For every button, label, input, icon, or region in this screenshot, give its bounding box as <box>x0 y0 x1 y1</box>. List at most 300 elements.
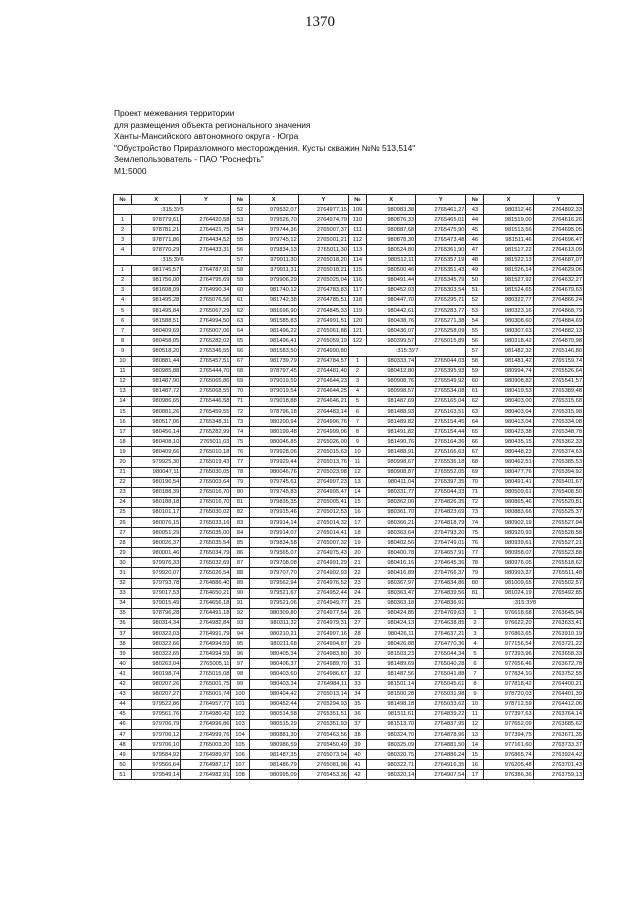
y-coordinate-cell: 2765444,70 <box>181 366 231 376</box>
table-row <box>114 255 584 265</box>
point-number-cell: 36 <box>348 709 366 719</box>
y-coordinate-cell: 2765018,21 <box>298 265 348 275</box>
x-coordinate-cell: 980435,15 <box>484 437 533 447</box>
x-coordinate-cell: 980424,13 <box>367 618 416 628</box>
y-coordinate-cell: 2764907,54 <box>416 770 466 780</box>
y-coordinate-cell: 2765001,75 <box>181 679 231 689</box>
point-number-cell: 83 <box>231 518 249 528</box>
point-number-cell: 8 <box>114 336 132 346</box>
x-coordinate-cell: 976386,36 <box>484 770 533 780</box>
x-coordinate-cell: 981696,90 <box>249 306 298 316</box>
point-number-cell: 4 <box>348 386 366 396</box>
point-number-cell: 91 <box>231 598 249 608</box>
y-coordinate-cell: 2764412,06 <box>533 699 583 709</box>
y-coordinate-cell: 2764766,37 <box>416 568 466 578</box>
y-coordinate-cell: 2764991,51 <box>298 316 348 326</box>
x-coordinate-cell: 980995,09 <box>249 770 298 780</box>
x-coordinate-cell: 977394,75 <box>484 729 533 739</box>
y-coordinate-cell: 2764433,31 <box>181 245 231 255</box>
table-row <box>114 396 584 406</box>
y-coordinate-cell: 2765348,78 <box>533 427 583 437</box>
point-number-cell: 44 <box>114 699 132 709</box>
x-coordinate-cell: 981745,57 <box>132 265 181 275</box>
y-coordinate-cell: 2765525,37 <box>533 507 583 517</box>
y-coordinate-cell: 2764656,18 <box>181 598 231 608</box>
point-number-cell: 101 <box>231 699 249 709</box>
x-coordinate-cell: 980324,70 <box>367 729 416 739</box>
header-line-6: М1:5000 <box>114 165 147 176</box>
x-coordinate-cell: 980994,74 <box>484 366 533 376</box>
x-coordinate-cell: 979584,92 <box>132 750 181 760</box>
x-coordinate-cell: 979793,78 <box>132 578 181 588</box>
x-coordinate-cell: 979706,79 <box>132 719 181 729</box>
x-coordinate-cell: 980408,10 <box>132 437 181 447</box>
point-number-cell: 5 <box>114 306 132 316</box>
point-number-cell: 38 <box>114 639 132 649</box>
point-number-cell: 39 <box>114 649 132 659</box>
table-row <box>114 467 584 477</box>
x-coordinate-cell: 980411,04 <box>367 477 416 487</box>
x-coordinate-cell: 981742,38 <box>249 295 298 305</box>
x-coordinate-cell: 980320,75 <box>367 750 416 760</box>
point-number-cell: 12 <box>466 719 484 729</box>
y-coordinate-cell: 2765374,63 <box>533 447 583 457</box>
point-number-cell: 100 <box>231 689 249 699</box>
point-number-cell: 61 <box>231 295 249 305</box>
point-number-cell: 9 <box>114 346 132 356</box>
x-coordinate-cell: 980986,59 <box>249 740 298 750</box>
x-coordinate-cell: 979835,35 <box>249 497 298 507</box>
point-number-cell: 27 <box>114 528 132 538</box>
y-coordinate-cell: 2765076,56 <box>181 295 231 305</box>
point-number-cell: 4 <box>466 639 484 649</box>
table-row <box>114 497 584 507</box>
y-coordinate-cell: 2764974,79 <box>298 215 348 225</box>
document-header <box>114 108 534 178</box>
x-coordinate-cell: 980207,27 <box>132 689 181 699</box>
y-coordinate-cell: 2765282,02 <box>181 336 231 346</box>
y-coordinate-cell: 2765351,43 <box>416 265 466 275</box>
y-coordinate-cell: 2765068,55 <box>181 386 231 396</box>
y-coordinate-cell: 2764994,59 <box>181 639 231 649</box>
point-number-cell: 86 <box>231 548 249 558</box>
table-row <box>114 618 584 628</box>
point-number-cell: 50 <box>466 275 484 285</box>
point-number-cell: 38 <box>348 729 366 739</box>
point-number-cell: 105 <box>231 740 249 750</box>
point-number-cell: 106 <box>231 750 249 760</box>
x-coordinate-cell: 979925,30 <box>132 457 181 467</box>
x-coordinate-cell: 979834,58 <box>249 538 298 548</box>
y-coordinate-cell: 2765511,48 <box>533 568 583 578</box>
y-coordinate-cell: 2765520,81 <box>533 497 583 507</box>
x-coordinate-cell: 980416,16 <box>367 558 416 568</box>
x-coordinate-cell: 980322,66 <box>132 639 181 649</box>
y-coordinate-cell: 2764646,21 <box>298 396 348 406</box>
y-coordinate-cell: 2765457,51 <box>181 356 231 366</box>
x-coordinate-cell: 980986,65 <box>132 396 181 406</box>
x-coordinate-cell: 980458,05 <box>132 336 181 346</box>
y-coordinate-cell: 2764868,79 <box>533 306 583 316</box>
point-number-cell: 46 <box>114 719 132 729</box>
x-coordinate-cell: 980263,04 <box>132 659 181 669</box>
point-number-cell: 13 <box>348 477 366 487</box>
y-coordinate-cell: 2765033,62 <box>416 699 466 709</box>
y-coordinate-cell: 2764994,59 <box>181 649 231 659</box>
y-coordinate-cell: 2764770,36 <box>416 639 466 649</box>
y-coordinate-cell: 2764616,26 <box>533 215 583 225</box>
y-coordinate-cell: 2764836,91 <box>416 598 466 608</box>
y-coordinate-cell: 2764989,97 <box>181 750 231 760</box>
x-coordinate-cell: 980998,57 <box>367 386 416 396</box>
x-coordinate-cell: 980406,37 <box>249 659 298 669</box>
point-number-cell: 25 <box>348 598 366 608</box>
point-number-cell: 52 <box>231 205 249 215</box>
x-coordinate-cell: 981481,42 <box>484 356 533 366</box>
x-coordinate-cell: 977156,54 <box>484 639 533 649</box>
y-coordinate-cell: 2765346,55 <box>181 346 231 356</box>
x-coordinate-cell: 978770,29 <box>132 245 181 255</box>
point-number-cell: 44 <box>466 215 484 225</box>
y-coordinate-cell: 2765395,93 <box>416 366 466 376</box>
point-number-cell: 9 <box>466 689 484 699</box>
point-number-cell: 12 <box>348 467 366 477</box>
point-number-cell: 35 <box>114 608 132 618</box>
x-coordinate-cell: 980419,53 <box>484 386 533 396</box>
y-coordinate-cell: 2763671,35 <box>533 729 583 739</box>
y-coordinate-cell: 2765041,88 <box>416 669 466 679</box>
x-coordinate-cell: 980998,67 <box>367 457 416 467</box>
y-coordinate-cell: 2765459,55 <box>181 406 231 416</box>
y-coordinate-cell: 2764878,96 <box>416 729 466 739</box>
x-coordinate-cell: 980051,29 <box>132 528 181 538</box>
y-coordinate-cell: 2764637,21 <box>416 629 466 639</box>
point-number-cell: 55 <box>231 235 249 245</box>
point-number-cell: 1 <box>114 265 132 275</box>
y-coordinate-cell: 2765518,62 <box>533 558 583 568</box>
x-coordinate-cell: 981522,13 <box>484 255 533 265</box>
point-number-cell: 2 <box>466 618 484 628</box>
x-coordinate-cell: 979019,54 <box>249 386 298 396</box>
x-coordinate-cell: 980403,00 <box>484 396 533 406</box>
point-number-cell: 54 <box>231 225 249 235</box>
x-coordinate-cell: 979834,13 <box>249 245 298 255</box>
y-coordinate-cell: 2765408,50 <box>533 487 583 497</box>
table-row <box>114 447 584 457</box>
table-row <box>114 538 584 548</box>
point-number-cell: 50 <box>114 760 132 770</box>
x-coordinate-cell: 981511,61 <box>367 709 416 719</box>
y-coordinate-cell: 2764629,06 <box>533 265 583 275</box>
table-row <box>114 225 584 235</box>
y-coordinate-cell: 2764613,09 <box>533 245 583 255</box>
point-number-cell: 65 <box>466 427 484 437</box>
y-coordinate-cell: 2765035,54 <box>181 538 231 548</box>
y-coordinate-cell: 2764837,95 <box>416 719 466 729</box>
point-number-cell: 30 <box>114 558 132 568</box>
y-coordinate-cell: 2765492,85 <box>533 588 583 598</box>
point-number-cell: 63 <box>231 316 249 326</box>
point-number-cell: 21 <box>114 467 132 477</box>
point-number-cell: 70 <box>466 477 484 487</box>
x-coordinate-cell: 980318,42 <box>484 336 533 346</box>
table-row <box>114 528 584 538</box>
point-number-cell: 26 <box>348 608 366 618</box>
header-cell-x: X <box>484 195 533 205</box>
y-coordinate-cell: 2765018,20 <box>298 255 348 265</box>
x-coordinate-cell: 980362,00 <box>367 497 416 507</box>
table-row <box>114 366 584 376</box>
y-coordinate-cell: 2764839,22 <box>416 709 466 719</box>
y-coordinate-cell: 2764992,93 <box>298 568 348 578</box>
point-number-cell: 23 <box>348 578 366 588</box>
x-coordinate-cell: 980322,77 <box>484 295 533 305</box>
y-coordinate-cell: 2764982,91 <box>181 770 231 780</box>
point-number-cell: 116 <box>348 275 366 285</box>
y-coordinate-cell: 2764982,84 <box>181 618 231 628</box>
point-number-cell: 109 <box>348 205 366 215</box>
x-coordinate-cell: 980426,11 <box>367 629 416 639</box>
x-coordinate-cell: 981488,91 <box>367 447 416 457</box>
x-coordinate-cell: 980908,82 <box>484 376 533 386</box>
y-coordinate-cell: 2765003,64 <box>181 477 231 487</box>
point-number-cell: 14 <box>114 396 132 406</box>
point-number-cell: 25 <box>114 507 132 517</box>
x-coordinate-cell: 980188,39 <box>132 487 181 497</box>
point-number-cell: 76 <box>466 538 484 548</box>
y-coordinate-cell: 2765315,98 <box>533 406 583 416</box>
y-coordinate-cell: 2765067,29 <box>181 306 231 316</box>
y-coordinate-cell: 2764434,52 <box>181 235 231 245</box>
x-coordinate-cell: 980200,94 <box>249 417 298 427</box>
point-number-cell: 96 <box>231 649 249 659</box>
x-coordinate-cell: 979914,07 <box>249 528 298 538</box>
y-coordinate-cell: 2764696,47 <box>533 235 583 245</box>
point-number-cell: 62 <box>466 396 484 406</box>
y-coordinate-cell: 2765015,63 <box>298 447 348 457</box>
y-coordinate-cell: 2763701,43 <box>533 760 583 770</box>
y-coordinate-cell: 2765361,90 <box>416 245 466 255</box>
x-coordinate-cell: 979526,70 <box>249 215 298 225</box>
x-coordinate-cell: 980448,23 <box>484 447 533 457</box>
x-coordinate-cell: 979522,86 <box>132 699 181 709</box>
x-coordinate-cell: 980426,88 <box>367 639 416 649</box>
x-coordinate-cell: 981490,76 <box>367 437 416 447</box>
point-number-cell: 6 <box>114 316 132 326</box>
y-coordinate-cell: 2765154,44 <box>416 427 466 437</box>
y-coordinate-cell: 2765014,41 <box>298 528 348 538</box>
y-coordinate-cell: 2764886,24 <box>416 750 466 760</box>
y-coordinate-cell: 2764749,01 <box>416 538 466 548</box>
point-number-cell: 60 <box>231 285 249 295</box>
point-number-cell: 18 <box>348 528 366 538</box>
header-line-5: Землепользователь - ПАО "Роснефть" <box>114 154 264 165</box>
point-number-cell: 72 <box>466 497 484 507</box>
point-number-cell: 2 <box>348 366 366 376</box>
point-number-cell: 117 <box>348 285 366 295</box>
y-coordinate-cell: 2765389,48 <box>533 386 583 396</box>
point-number-cell: 49 <box>466 265 484 275</box>
point-number-cell: 11 <box>466 709 484 719</box>
point-number-cell: 4 <box>114 295 132 305</box>
y-coordinate-cell: 2765461,27 <box>416 205 466 215</box>
x-coordinate-cell: 979018,88 <box>249 396 298 406</box>
x-coordinate-cell: 980509,61 <box>484 487 533 497</box>
y-coordinate-cell: 2765315,68 <box>533 396 583 406</box>
y-coordinate-cell: 2765045,61 <box>416 679 466 689</box>
x-coordinate-cell: 980452,44 <box>249 699 298 709</box>
table-row <box>114 306 584 316</box>
x-coordinate-cell: 979565,07 <box>249 548 298 558</box>
y-coordinate-cell: 2765081,96 <box>298 760 348 770</box>
x-coordinate-cell: 978781,21 <box>132 225 181 235</box>
x-coordinate-cell: 977834,10 <box>484 669 533 679</box>
y-coordinate-cell: 2764986,67 <box>298 669 348 679</box>
y-coordinate-cell: 2763752,55 <box>533 669 583 679</box>
y-coordinate-cell: 2765502,57 <box>533 578 583 588</box>
table-row <box>114 709 584 719</box>
table-row <box>114 376 584 386</box>
point-number-cell: 48 <box>114 740 132 750</box>
y-coordinate-cell: 2764994,87 <box>298 639 348 649</box>
point-number-cell: 15 <box>466 750 484 760</box>
x-coordinate-cell: 981498,18 <box>367 699 416 709</box>
table-row <box>114 719 584 729</box>
y-coordinate-cell: 2764983,80 <box>298 649 348 659</box>
x-coordinate-cell: 981489,82 <box>367 417 416 427</box>
y-coordinate-cell: 2765015,08 <box>181 669 231 679</box>
x-coordinate-cell: 980405,34 <box>249 649 298 659</box>
y-coordinate-cell: 2764977,15 <box>298 205 348 215</box>
point-number-cell: 14 <box>466 740 484 750</box>
x-coordinate-cell: 980307,63 <box>484 326 533 336</box>
y-coordinate-cell: 2765030,02 <box>181 507 231 517</box>
point-number-cell: 14 <box>348 487 366 497</box>
point-number-cell: 10 <box>466 699 484 709</box>
table-row <box>114 740 584 750</box>
point-number-cell: 73 <box>466 507 484 517</box>
point-number-cell: 93 <box>231 618 249 628</box>
y-coordinate-cell: 2764886,40 <box>181 578 231 588</box>
y-coordinate-cell: 2765034,79 <box>181 548 231 558</box>
x-coordinate-cell: 981583,50 <box>249 346 298 356</box>
parcel-label-cell: :315:ЗУ6 <box>114 255 231 265</box>
y-coordinate-cell: 2765019,43 <box>181 457 231 467</box>
point-number-cell: 51 <box>466 285 484 295</box>
y-coordinate-cell: 2765394,92 <box>533 467 583 477</box>
y-coordinate-cell: 2765541,57 <box>533 376 583 386</box>
point-number-cell: 64 <box>231 326 249 336</box>
x-coordinate-cell: 980314,34 <box>132 618 181 628</box>
y-coordinate-cell: 2764400,21 <box>533 679 583 689</box>
y-coordinate-cell: 2765007,32 <box>298 538 348 548</box>
point-number-cell: 68 <box>231 366 249 376</box>
x-coordinate-cell: 980512,11 <box>367 255 416 265</box>
x-coordinate-cell: 981496,22 <box>249 326 298 336</box>
y-coordinate-cell: 2764882,13 <box>533 326 583 336</box>
x-coordinate-cell: 981487,69 <box>367 396 416 406</box>
y-coordinate-cell: 2764787,91 <box>181 265 231 275</box>
x-coordinate-cell: 980210,21 <box>249 629 298 639</box>
point-number-cell: 48 <box>466 255 484 265</box>
x-coordinate-cell: 981009,65 <box>484 578 533 588</box>
y-coordinate-cell: 2764990,80 <box>298 346 348 356</box>
x-coordinate-cell: 979521,06 <box>249 598 298 608</box>
point-number-cell: 67 <box>231 356 249 366</box>
point-number-cell: 61 <box>466 386 484 396</box>
x-coordinate-cell: 981585,83 <box>249 316 298 326</box>
table-row <box>114 608 584 618</box>
parcel-label-cell: :315:ЗУ5 <box>114 205 231 215</box>
point-number-cell: 12 <box>114 376 132 386</box>
point-number-cell: 107 <box>231 760 249 770</box>
point-number-cell: 92 <box>231 608 249 618</box>
table-row <box>114 669 584 679</box>
y-coordinate-cell: 2765165,04 <box>416 396 466 406</box>
x-coordinate-cell: 981527,92 <box>484 275 533 285</box>
y-coordinate-cell: 2763764,14 <box>533 709 583 719</box>
y-coordinate-cell: 2764793,20 <box>416 528 466 538</box>
x-coordinate-cell: 979019,59 <box>249 376 298 386</box>
point-number-cell: 13 <box>114 386 132 396</box>
x-coordinate-cell: 980491,44 <box>367 275 416 285</box>
point-number-cell: 94 <box>231 629 249 639</box>
point-number-cell: 56 <box>466 336 484 346</box>
coordinates-table <box>113 194 584 780</box>
point-number-cell: 51 <box>114 770 132 780</box>
x-coordinate-cell: 980902,19 <box>484 518 533 528</box>
y-coordinate-cell: 2764638,85 <box>416 618 466 628</box>
table-row <box>114 699 584 709</box>
point-number-cell: 31 <box>114 568 132 578</box>
x-coordinate-cell: 980402,56 <box>367 538 416 548</box>
y-coordinate-cell: 2765044,03 <box>416 356 466 366</box>
y-coordinate-cell: 2765282,99 <box>181 427 231 437</box>
x-coordinate-cell: 980322,71 <box>367 760 416 770</box>
y-coordinate-cell: 2763672,78 <box>533 659 583 669</box>
coordinates-table-body <box>114 205 584 780</box>
point-number-cell: 112 <box>348 235 366 245</box>
table-row <box>114 548 584 558</box>
y-coordinate-cell: 2764866,24 <box>533 295 583 305</box>
x-coordinate-cell: 981740,12 <box>249 285 298 295</box>
header-cell-x: X <box>367 195 416 205</box>
point-number-cell: 1 <box>114 215 132 225</box>
x-coordinate-cell: 981496,41 <box>249 336 298 346</box>
table-row <box>114 457 584 467</box>
x-coordinate-cell: 980409,66 <box>132 447 181 457</box>
table-row <box>114 406 584 416</box>
point-number-cell: 28 <box>348 629 366 639</box>
point-number-cell: 95 <box>231 639 249 649</box>
table-row <box>114 356 584 366</box>
x-coordinate-cell: 979928,06 <box>249 447 298 457</box>
x-coordinate-cell: 981526,14 <box>484 265 533 275</box>
x-coordinate-cell: 978720,03 <box>484 689 533 699</box>
y-coordinate-cell: 2765044,34 <box>416 649 466 659</box>
y-coordinate-cell: 2763759,13 <box>533 770 583 780</box>
x-coordinate-cell: 977161,60 <box>484 740 533 750</box>
y-coordinate-cell: 2764881,50 <box>416 740 466 750</box>
table-row <box>114 750 584 760</box>
y-coordinate-cell: 2765032,69 <box>181 558 231 568</box>
point-number-cell: 90 <box>231 588 249 598</box>
y-coordinate-cell: 2764997,23 <box>298 477 348 487</box>
point-number-cell: 80 <box>231 487 249 497</box>
header-cell-num: № <box>231 195 249 205</box>
table-row <box>114 578 584 588</box>
point-number-cell: 84 <box>231 528 249 538</box>
